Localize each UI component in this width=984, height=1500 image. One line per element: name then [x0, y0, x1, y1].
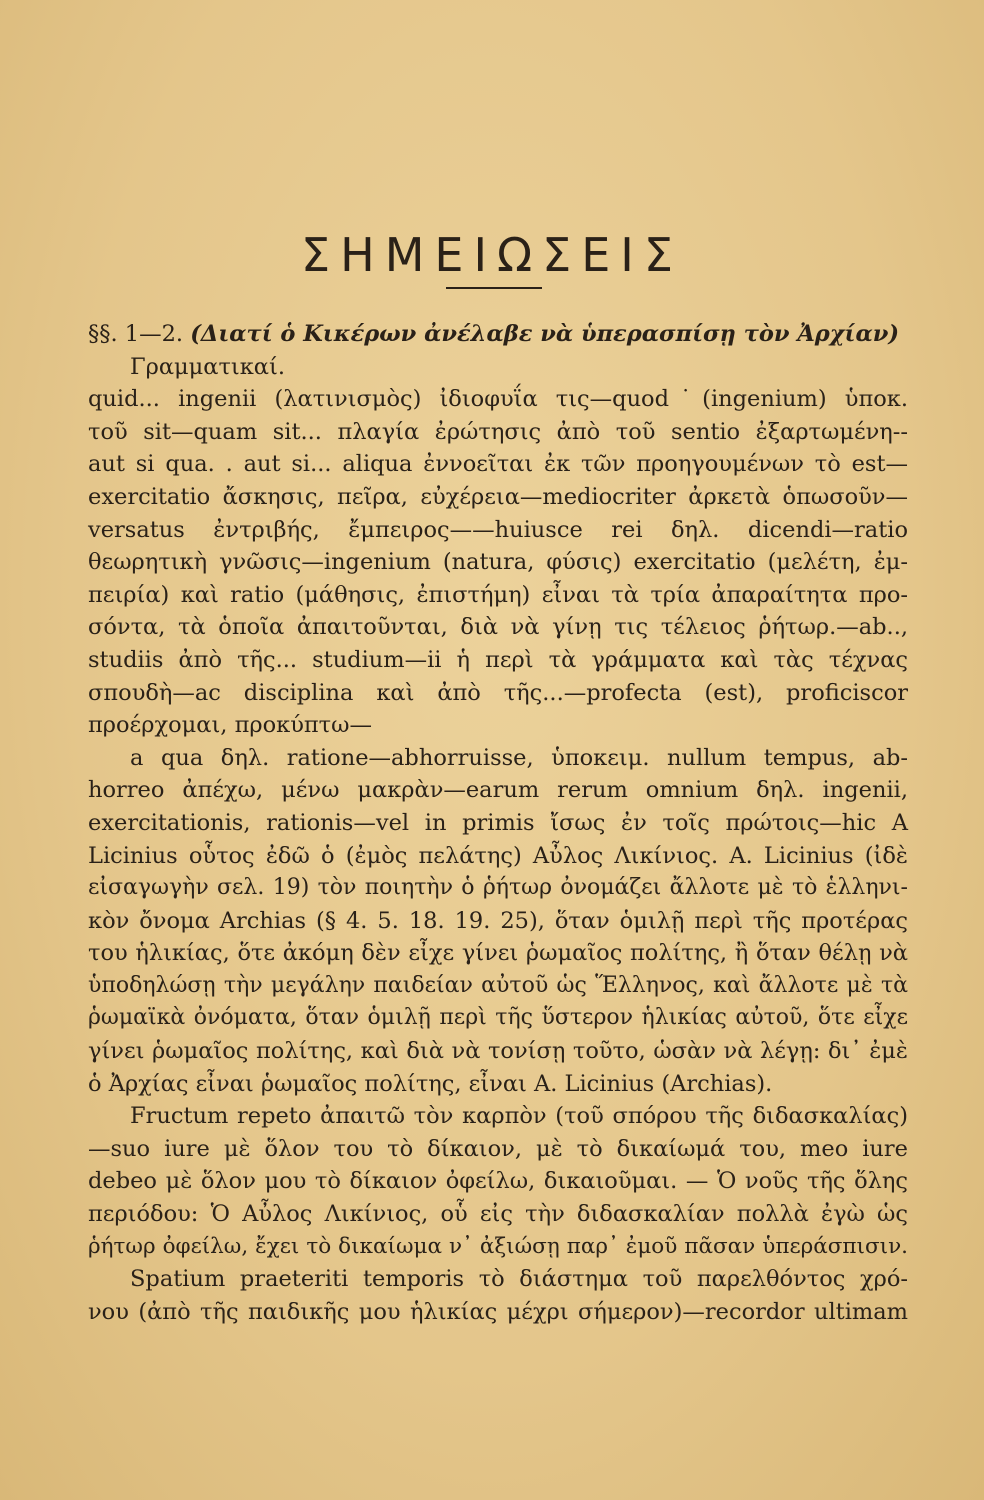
- text-line: Spatium praeteriti temporis τὸ διάστημα τοῦ παρελθόντος χρό-: [130, 1266, 908, 1293]
- section-number: §§. 1—2.: [88, 321, 184, 347]
- text-line: a qua δηλ. ratione—abhorruisse, ὑποκειμ. nullum tempus, ab-: [130, 744, 908, 771]
- text-line: ὑποδηλώσῃ τὴν μεγάλην παιδείαν αὐτοῦ ὡς Ἕλληνος, καὶ ἄλλοτε μὲ τὰ: [88, 972, 908, 998]
- section-title: (Διατί ὁ Κικέρων ἀνέλαβε νὰ ὑπερασπίσῃ τὸν Ἀρχίαν): [190, 321, 900, 347]
- text-line: exercitatio ἄσκησις, πεῖρα, εὐχέρεια—mediocriter ἀρκετὰ ὁπωσοῦν—: [88, 483, 908, 510]
- text-line: κὸν ὄνομα Archias (§ 4. 5. 18. 19. 25), ὅταν ὁμιλῇ περὶ τῆς προτέρας: [88, 907, 908, 934]
- text-line: aut si qua. . aut si... aliqua ἐννοεῖται ἐκ τῶν προηγουμένων τὸ est—: [88, 451, 908, 478]
- text-line: γίνει ῥωμαῖος πολίτης, καὶ διὰ νὰ τονίσῃ τοῦτο, ὡσὰν νὰ λέγῃ: δι᾿ ἐμὲ: [88, 1038, 908, 1065]
- text-line: —suo iure μὲ ὅλον του τὸ δίκαιον, μὲ τὸ δικαίωμά του, meo iure: [88, 1135, 908, 1162]
- text-line: τοῦ sit—quam sit... πλαγία ἐρώτησις ἀπὸ τοῦ sentio ἐξαρτωμένη--: [88, 418, 908, 445]
- page-title: ΣΗΜΕΙΩΣΕΙΣ: [301, 228, 683, 282]
- text-line: studiis ἀπὸ τῆς... studium—ii ἡ περὶ τὰ γράμματα καὶ τὰς τέχνας: [88, 646, 908, 673]
- text-line: πειρία) καὶ ratio (μάθησις, ἐπιστήμη) εἶναι τὰ τρία ἀπαραίτητα προ-: [88, 581, 908, 608]
- text-line: quid... ingenii (λατινισμὸς) ἰδιοφυΐα τις—quod˙(ingenium) ὑποκ.: [88, 386, 908, 413]
- text-line: horreo ἀπέχω, μένω μακρὰν—earum rerum omnium δηλ. ingenii,: [88, 777, 908, 804]
- text-line: ὁ Ἀρχίας εἶναι ῥωμαῖος πολίτης, εἶναι A. Licinius (Archias).: [88, 1070, 773, 1097]
- text-line: ῥήτωρ ὀφείλω, ἔχει τὸ δικαίωμα ν᾿ ἀξιώσῃ παρ᾿ ἐμοῦ πᾶσαν ὑπεράσπισιν.: [88, 1233, 908, 1259]
- section-heading: [88, 318, 908, 351]
- text-line: versatus ἐντριβής, ἔμπειρος——huiusce rei δηλ. dicendi—ratio: [88, 516, 908, 543]
- text-line: προέρχομαι, προκύπτω—: [88, 712, 372, 739]
- text-line: του ἡλικίας, ὅτε ἀκόμη δὲν εἶχε γίνει ῥωμαῖος πολίτης, ἢ ὅταν θέλῃ νὰ: [88, 940, 908, 967]
- notes-body: [88, 318, 908, 1328]
- text-line: debeo μὲ ὅλον μου τὸ δίκαιον ὀφείλω, δικαιοῦμαι. — Ὁ νοῦς τῆς ὅλης: [88, 1168, 908, 1195]
- text-line: Licinius οὗτος ἐδῶ ὁ (ἐμὸς πελάτης) Αὖλος Λικίνιος. A. Licinius (ἰδὲ: [88, 842, 908, 869]
- text-line: περιόδου: Ὁ Αὖλος Λικίνιος, οὗ εἰς τὴν διδασκαλίαν πολλὰ ἐγὼ ὡς: [88, 1201, 908, 1228]
- text-line: νου (ἀπὸ τῆς παιδικῆς μου ἡλικίας μέχρι σήμερον)—recordor ultimam: [88, 1298, 908, 1325]
- text-line: θεωρητικὴ γνῶσις—ingenium (natura, φύσις) exercitatio (μελέτη, ἐμ-: [88, 549, 908, 576]
- text-line: σόντα, τὰ ὁποῖα ἀπαιτοῦνται, διὰ νὰ γίνῃ τις τέλειος ῥήτωρ.—ab..,: [88, 614, 908, 641]
- title-rule: [446, 287, 542, 289]
- text-line: ῥωμαϊκὰ ὀνόματα, ὅταν ὁμιλῇ περὶ τῆς ὕστερον ἡλικίας αὐτοῦ, ὅτε εἶχε: [88, 1005, 908, 1031]
- text-line: exercitationis, rationis—vel in primis ἴσως ἐν τοῖς πρώτοις—hic A: [88, 809, 908, 836]
- text-line: εἰσαγωγὴν σελ. 19) τὸν ποιητὴν ὁ ῥήτωρ ὀνομάζει ἄλλοτε μὲ τὸ ἑλληνι-: [88, 875, 908, 901]
- text-line: σπουδὴ—ac disciplina καὶ ἀπὸ τῆς...—profecta (est), proficiscor: [88, 679, 908, 706]
- subheading: Γραμματικαί.: [130, 353, 285, 380]
- text-line: Fructum repeto ἀπαιτῶ τὸν καρπὸν (τοῦ σπόρου τῆς διδασκαλίας): [130, 1103, 908, 1130]
